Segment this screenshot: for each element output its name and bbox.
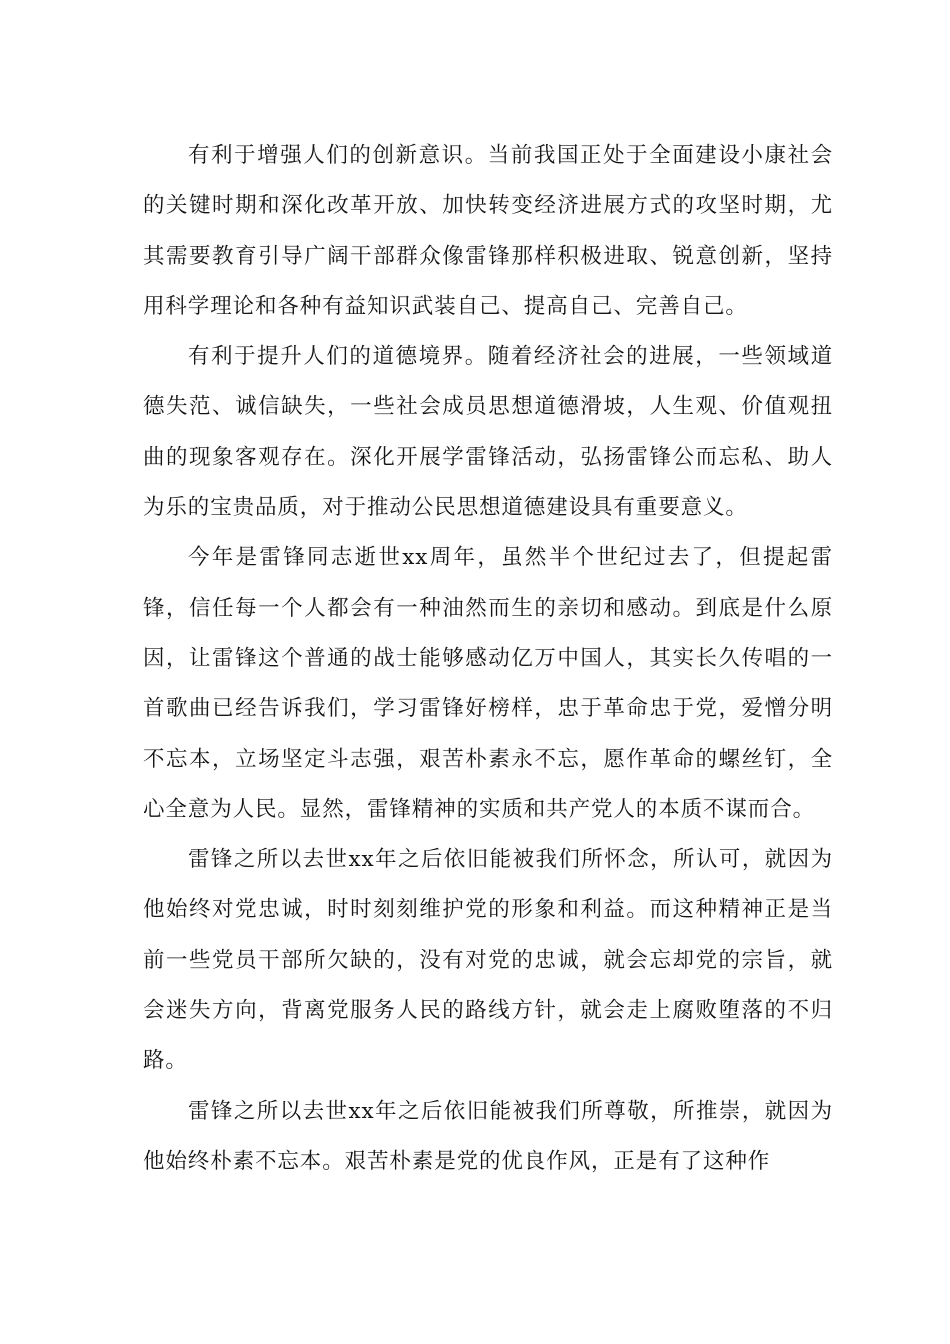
paragraph-simplicity: 雷锋之所以去世xx年之后依旧能被我们所尊敬，所推崇，就因为他始终朴素不忘本。艰苦朴素是党的优良作风，正是有了这种作 bbox=[143, 1098, 833, 1174]
paragraph-morality: 有利于提升人们的道德境界。随着经济社会的进展，一些领域道德失范、诚信缺失，一些社会成员思想道德滑坡，人生观、价值观扭曲的现象客观存在。深化开展学雷锋活动，弘扬雷锋公而忘私、助人为乐的宝贵品质，对于推动公民思想道德建设具有重要意义。 bbox=[143, 344, 833, 521]
paragraph-loyalty: 雷锋之所以去世xx年之后依旧能被我们所怀念，所认可，就因为他始终对党忠诚，时时刻刻维护党的形象和利益。而这种精神正是当前一些党员干部所欠缺的，没有对党的忠诚，就会忘却党的宗旨，就会迷失方向，背离党服务人民的路线方针，就会走上腐败堕落的不归路。 bbox=[143, 847, 833, 1074]
document-body bbox=[143, 131, 833, 1187]
paragraph-anniversary: 今年是雷锋同志逝世xx周年，虽然半个世纪过去了，但提起雷锋，信任每一个人都会有一种油然而生的亲切和感动。到底是什么原因，让雷锋这个普通的战士能够感动亿万中国人，其实长久传唱的一首歌曲已经告诉我们，学习雷锋好榜样，忠于革命忠于党，爱憎分明不忘本，立场坚定斗志强，艰苦朴素永不忘，愿作革命的螺丝钉，全心全意为人民。显然，雷锋精神的实质和共产党人的本质不谋而合。 bbox=[143, 545, 833, 822]
paragraph-innovation: 有利于增强人们的创新意识。当前我国正处于全面建设小康社会的关键时期和深化改革开放、加快转变经济进展方式的攻坚时期，尤其需要教育引导广阔干部群众像雷锋那样积极进取、锐意创新，坚持用科学理论和各种有益知识武装自己、提高自己、完善自己。 bbox=[143, 143, 833, 319]
